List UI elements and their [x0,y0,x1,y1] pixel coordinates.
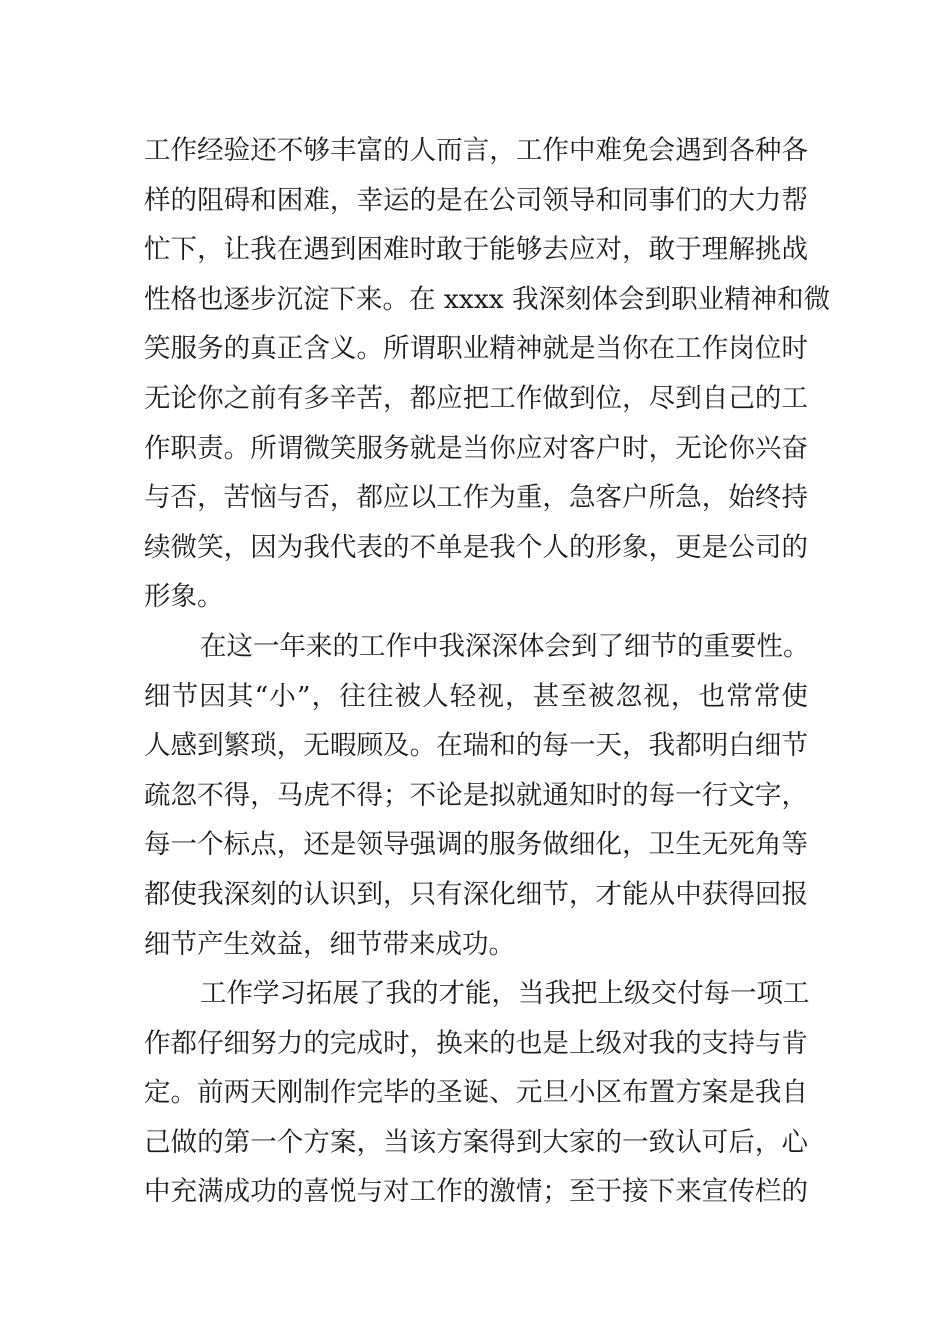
text-line: 己做的第一个方案，当该方案得到大家的一致认可后，心 [144,1126,808,1158]
text-line: 忙下，让我在遇到困难时敢于能够去应对，敢于理解挑战 [144,234,808,266]
text-line: 作职责。所谓微笑服务就是当你应对客户时，无论你兴奋 [144,432,808,464]
text-line: 都使我深刻的认识到，只有深化细节，才能从中获得回报 [144,878,808,910]
text-line: 续微笑，因为我代表的不单是我个人的形象，更是公司的 [144,531,808,563]
text-line: 工作学习拓展了我的才能，当我把上级交付每一项工 [200,978,810,1010]
text-line: 定。前两天刚制作完毕的圣诞、元旦小区布置方案是我自 [144,1077,808,1109]
text-line: 样的阻碍和困难，幸运的是在公司领导和同事们的大力帮 [144,184,808,216]
paragraph-3 [144,969,808,1217]
text-line: 疏忽不得，马虎不得；不论是拟就通知时的每一行文字， [144,779,808,811]
text-line: 人感到繁琐，无暇顾及。在瑞和的每一天，我都明白细节 [144,730,808,762]
text-line: 形象。 [144,581,224,613]
text-line: 细节因其“小”，往往被人轻视，甚至被忽视，也常常使 [144,680,808,712]
text-line: 工作经验还不够丰富的人而言，工作中难免会遇到各种各 [144,135,808,166]
text-line: 无论你之前有多辛苦，都应把工作做到位，尽到自己的工 [144,382,808,414]
text-line: 在这一年来的工作中我深深体会到了细节的重要性。 [200,630,810,662]
text-line: 作都仔细努力的完成时，换来的也是上级对我的支持与肯 [144,1027,808,1059]
text-line: 性格也逐步沉淀下来。在 xxxx 我深刻体会到职业精神和微 [144,283,831,315]
text-line: 每一个标点，还是领导强调的服务做细化，卫生无死角等 [144,829,808,861]
text-line: 笑服务的真正含义。所谓职业精神就是当你在工作岗位时 [144,333,808,365]
paragraph-2 [144,622,808,969]
text-line: 细节产生效益，细节带来成功。 [144,928,515,960]
paragraph-1 [144,126,831,622]
document-body [144,126,831,1217]
text-line: 中充满成功的喜悦与对工作的激情；至于接下来宣传栏的 [144,1176,808,1208]
text-line: 与否，苦恼与否，都应以工作为重，急客户所急，始终持 [144,482,808,514]
